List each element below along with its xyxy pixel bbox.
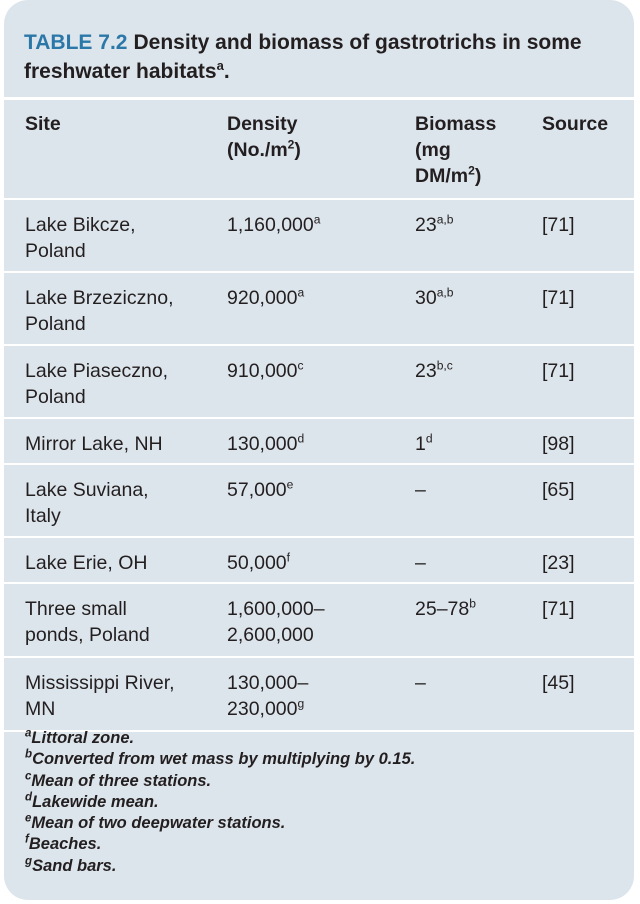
source-cell: [98] (542, 433, 575, 455)
source-cell: [45] (542, 672, 575, 694)
biomass-cell: 30$^{a,b}$ (415, 285, 454, 309)
header-biomass-unit-line2: $DM/m^2$) (415, 163, 482, 187)
source-cell: [71] (542, 287, 575, 309)
site-cell: Mirror Lake, NH (25, 433, 163, 455)
footnote: $^b$Converted from wet mass by multiplying by 0.15. (25, 748, 416, 769)
footnote: $^f$Beaches. (25, 833, 102, 854)
density-cell: 1,160,000$^a$ (227, 212, 321, 236)
density-cell: 50,000$^f$ (227, 550, 291, 574)
site-cell: Lake Brzeziczno, Poland (25, 287, 174, 335)
table-row (4, 200, 634, 273)
density-cell: 130,000– 230,000$^g$ (227, 672, 309, 720)
footnote: $^e$Mean of two deepwater stations. (25, 812, 286, 833)
footnote: $^c$Mean of three stations. (25, 770, 212, 790)
footnote: $^a$Littoral zone. (25, 727, 135, 747)
table-title: Density and biomass of gastrotrichs in some freshwater habitats (24, 31, 582, 83)
table-footnotes (25, 728, 625, 877)
header-biomass (415, 111, 530, 189)
table-header-row (4, 97, 634, 200)
header-density (227, 111, 397, 163)
site-cell: Lake Erie, OH (25, 552, 148, 574)
density-cell: 1,600,000– 2,600,000 (227, 598, 325, 646)
data-table (4, 97, 634, 732)
table-row (4, 658, 634, 732)
site-cell: Mississippi River, MN (25, 672, 175, 720)
source-cell: [65] (542, 479, 575, 501)
biomass-cell: – (415, 479, 426, 501)
density-cell: 920,000$^a$ (227, 285, 305, 309)
table-row (4, 538, 634, 584)
site-cell: Lake Piaseczno, Poland (25, 360, 169, 408)
source-cell: [23] (542, 552, 575, 574)
density-cell: 130,000$^d$ (227, 431, 305, 455)
header-site: Site (25, 113, 61, 135)
site-cell: Lake Suviana, Italy (25, 479, 149, 527)
biomass-cell: – (415, 672, 426, 694)
header-biomass-label: Biomass (415, 113, 497, 135)
header-density-label: Density (227, 113, 298, 135)
table-row (4, 584, 634, 658)
title-footnote-mark: a (216, 58, 224, 73)
density-cell: 910,000$^c$ (227, 358, 304, 382)
table-caption (24, 28, 624, 86)
site-cell: Lake Bikcze, Poland (25, 214, 136, 262)
table-card (4, 0, 634, 900)
biomass-cell: 23$^{b,c}$ (415, 358, 453, 382)
site-cell: Three small ponds, Poland (25, 598, 150, 646)
biomass-cell: 25–78$^b$ (415, 596, 476, 620)
footnote: $^g$Sand bars. (25, 855, 117, 875)
table-row (4, 346, 634, 419)
table-row (4, 419, 634, 465)
footnote: $^d$Lakewide mean. (25, 791, 159, 811)
title-period: . (223, 60, 230, 83)
biomass-cell: – (415, 552, 426, 574)
source-cell: [71] (542, 598, 575, 620)
source-cell: [71] (542, 214, 575, 236)
source-cell: [71] (542, 360, 575, 382)
header-biomass-unit-line1: (mg (415, 139, 451, 161)
header-source: Source (542, 113, 609, 135)
table-number: TABLE 7.2 (24, 31, 128, 54)
table-row (4, 465, 634, 538)
header-density-unit: $(No./m^2)$ (227, 137, 301, 161)
table-row (4, 273, 634, 346)
biomass-cell: 23$^{a,b}$ (415, 212, 454, 236)
biomass-cell: 1$^d$ (415, 431, 433, 455)
density-cell: 57,000e (227, 477, 294, 501)
